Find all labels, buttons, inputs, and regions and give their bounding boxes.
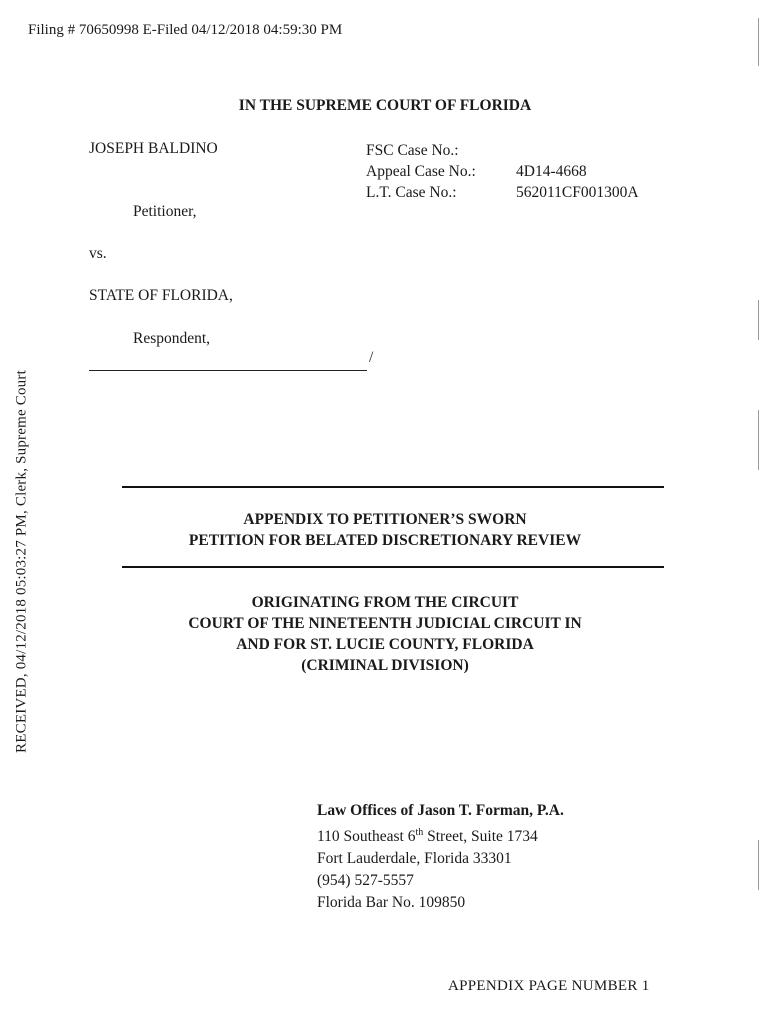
lt-case-label: L.T. Case No.: (366, 184, 457, 201)
scan-mark (758, 410, 759, 470)
origin-line: AND FOR ST. LUCIE COUNTY, FLORIDA (236, 636, 534, 653)
origin-line: ORIGINATING FROM THE CIRCUIT (251, 594, 519, 611)
petitioner-role: Petitioner, (133, 203, 197, 220)
address-prefix: 110 Southeast 6 (317, 828, 416, 846)
origin-line: COURT OF THE NINETEENTH JUDICIAL CIRCUIT IN (188, 615, 582, 632)
caption-underline (89, 370, 367, 371)
top-rule (122, 486, 664, 488)
case-number-values (516, 140, 639, 203)
scan-mark (758, 300, 759, 340)
court-title: IN THE SUPREME COURT OF FLORIDA (238, 97, 532, 114)
filing-stamp: Filing # 70650998 E-Filed 04/12/2018 04:59:30 PM (28, 22, 343, 38)
page-number: APPENDIX PAGE NUMBER 1 (448, 978, 650, 994)
case-number-labels (366, 140, 476, 203)
versus-label: vs. (89, 245, 107, 262)
appendix-title-line: PETITION FOR BELATED DISCRETIONARY REVIEW (188, 532, 582, 549)
petitioner-name: JOSEPH BALDINO (89, 140, 218, 157)
appendix-title-line: APPENDIX TO PETITIONER’S SWORN (243, 511, 527, 528)
attorney-block (317, 800, 564, 914)
attorney-phone: (954) 527-5557 (317, 872, 414, 890)
attorney-city: Fort Lauderdale, Florida 33301 (317, 850, 512, 868)
attorney-address (317, 822, 564, 848)
appeal-case-value: 4D14-4668 (516, 163, 587, 180)
origin-block (0, 592, 770, 676)
scan-mark (758, 18, 759, 66)
fsc-case-value (516, 140, 639, 161)
address-suffix: Street, Suite 1734 (423, 828, 538, 846)
attorney-bar-number: Florida Bar No. 109850 (317, 894, 466, 912)
origin-line: (CRIMINAL DIVISION) (301, 657, 469, 674)
fsc-case-label: FSC Case No.: (366, 142, 459, 159)
appeal-case-label: Appeal Case No.: (366, 163, 476, 180)
received-stamp: RECEIVED, 04/12/2018 05:03:27 PM, Clerk, Supreme Court (13, 370, 30, 753)
caption-slash: / (369, 349, 374, 366)
address-superscript: th (415, 827, 424, 838)
respondent-name: STATE OF FLORIDA, (89, 287, 233, 304)
respondent-role: Respondent, (133, 330, 211, 347)
bottom-rule (122, 566, 664, 568)
lt-case-value: 562011CF001300A (516, 184, 639, 201)
appendix-title (0, 509, 770, 551)
scan-mark (758, 840, 759, 890)
attorney-firm: Law Offices of Jason T. Forman, P.A. (317, 802, 564, 819)
